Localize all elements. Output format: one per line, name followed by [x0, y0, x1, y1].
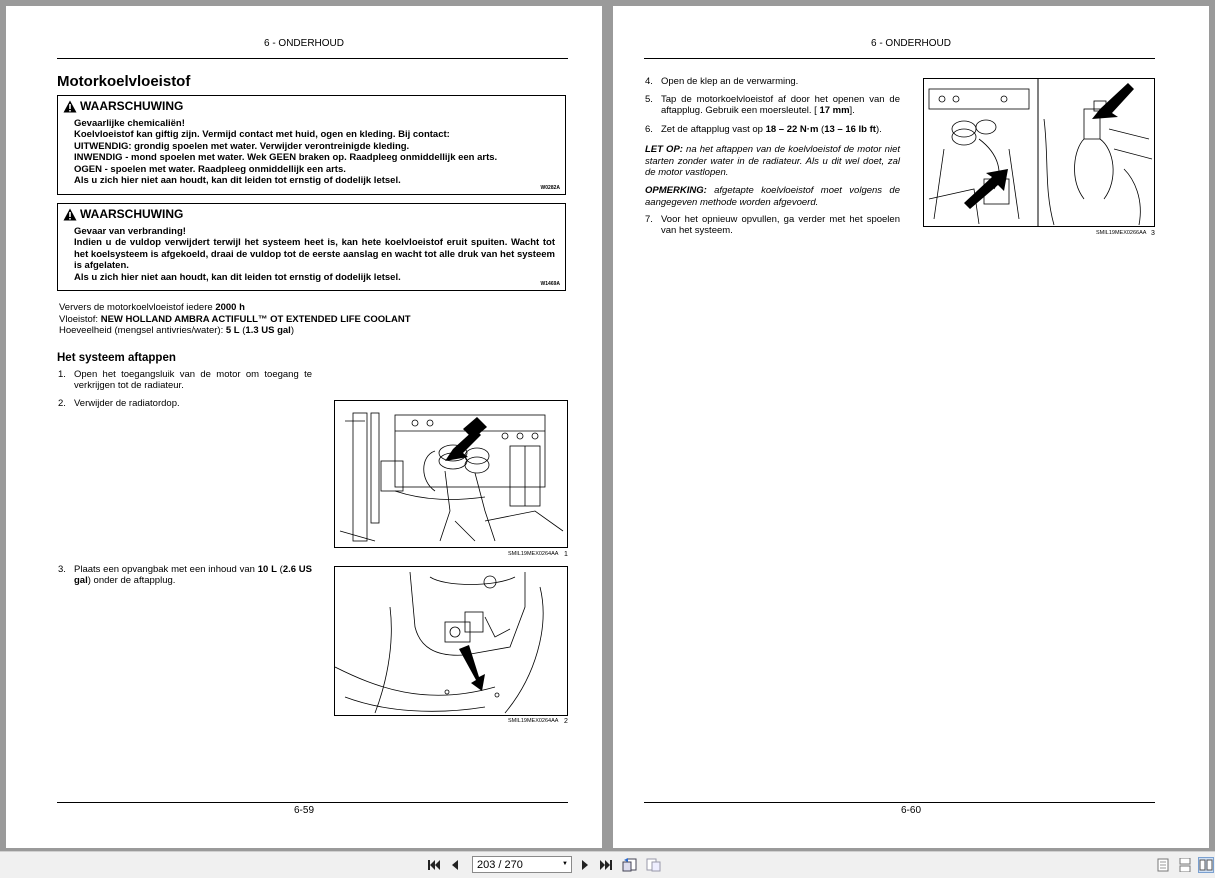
figure-radiator-cap — [334, 400, 568, 548]
figure-drain-plug — [334, 566, 568, 716]
warning-code: W1469A — [540, 281, 560, 287]
drain-plug-illustration — [335, 567, 567, 715]
maintenance-info: Ververs de motorkoelvloeistof iedere 2000 h Vloeistof: NEW HOLLAND AMBRA ACTIFULL™ OT EXTENDED LIFE COOLANT Hoeveelheid (mengsel antivries/water): 5 L (1.3 US gal) — [59, 302, 411, 336]
page-header: 6 - ONDERHOUD — [870, 38, 951, 49]
figure-code: SMIL19MEX0264AA — [508, 551, 559, 557]
figure-number: 1 — [564, 551, 568, 558]
document-page-right — [613, 6, 1209, 848]
next-page-icon[interactable] — [578, 857, 592, 873]
page-number-input[interactable]: 203 / 270 ▼ — [472, 856, 572, 873]
step-5: 5. Tap de motorkoelvloeistof af door het openen van de aftapplug. Gebruik een moersleutel. [ 17 mm]. — [645, 94, 900, 116]
warning-text: Gevaar van verbranding! Indien u de vuldop verwijdert terwijl het systeem heet is, kan hete koelvloeistof eruit spuiten. Wacht tot het koelsysteem is afgekoeld, draai de vuldop tot de eerste aanslag en wacht tot alle druk van het systeem is afgelaten. Als u zich hier niet aan houdt, kan dit leiden tot ernstig of dodelijk letsel. — [74, 226, 555, 283]
page-number: 6-60 — [900, 805, 921, 816]
header-rule — [57, 58, 568, 59]
last-page-icon[interactable] — [598, 857, 614, 873]
header-rule — [644, 58, 1155, 59]
warning-code: W0282A — [540, 185, 560, 191]
go-forward-view-icon[interactable] — [645, 857, 661, 873]
go-back-view-icon[interactable] — [622, 857, 638, 873]
drain-valve-illustration — [924, 79, 1154, 226]
step-2: 2. Verwijder de radiatordop. — [58, 398, 180, 409]
footer-rule — [644, 802, 1155, 803]
section-title: Motorkoelvloeistof — [57, 73, 191, 90]
step-6: 6. Zet de aftapplug vast op 18 – 22 N·m (13 – 16 lb ft). — [645, 124, 882, 135]
subsection-title: Het systeem aftappen — [57, 352, 176, 364]
figure-code: SMIL19MEX0266AA — [1096, 230, 1147, 236]
step-3: 3. Plaats een opvangbak met een inhoud van 10 L (2.6 US gal) onder de aftapplug. — [58, 564, 313, 586]
warning-title: WAARSCHUWING — [63, 99, 183, 113]
page-number: 6-59 — [293, 805, 314, 816]
figure-number: 3 — [1151, 230, 1155, 237]
caution-note: LET OP: na het aftappen van de koelvloeistof de motor niet starten zonder water in de radiateur. Als u dit wel doet, zal de motor vastlopen. — [645, 144, 900, 178]
chevron-down-icon[interactable]: ▼ — [562, 861, 568, 867]
two-page-view-icon[interactable] — [1198, 857, 1214, 873]
viewer-toolbar — [0, 851, 1215, 878]
continuous-view-icon[interactable] — [1178, 857, 1192, 873]
document-page-left — [6, 6, 602, 848]
warning-box-chemicals — [57, 95, 566, 195]
warning-triangle-icon — [63, 100, 77, 113]
warning-triangle-icon — [63, 208, 77, 221]
single-page-view-icon[interactable] — [1156, 857, 1170, 873]
remark-note: OPMERKING: afgetapte koelvloeistof moet volgens de aangegeven methode worden afgevoerd. — [645, 185, 900, 208]
prev-page-icon[interactable] — [448, 857, 462, 873]
figure-code: SMIL19MEX0264AA — [508, 718, 559, 724]
page-header: 6 - ONDERHOUD — [263, 38, 344, 49]
step-4: 4. Open de klep an de verwarming. — [645, 76, 799, 87]
first-page-icon[interactable] — [426, 857, 442, 873]
warning-text: Gevaarlijke chemicaliën! Koelvloeistof kan giftig zijn. Vermijd contact met huid, ogen en kleding. Bij contact: UITWENDIG: grondig spoelen met water. Verwijder verontreinigde kleding. INWENDIG - mond spoelen met water. Wek GEEN braken op. Raadpleeg onmiddellijk een arts. OGEN - spoelen met water. Raadpleeg onmiddellijk een arts. Als u zich hier niet aan houdt, kan dit leiden tot ernstig of dodelijk letsel. — [74, 118, 498, 187]
step-7: 7. Voor het opnieuw opvullen, ga verder met het spoelen van het systeem. — [645, 214, 900, 236]
figure-drain-valve — [923, 78, 1155, 227]
step-1: 1. Open het toegangsluik van de motor om toegang te verkrijgen tot de radiateur. — [58, 369, 312, 391]
figure-number: 2 — [564, 718, 568, 725]
footer-rule — [57, 802, 568, 803]
radiator-cap-illustration — [335, 401, 567, 547]
warning-title: WAARSCHUWING — [63, 207, 183, 221]
warning-box-burn — [57, 203, 566, 291]
